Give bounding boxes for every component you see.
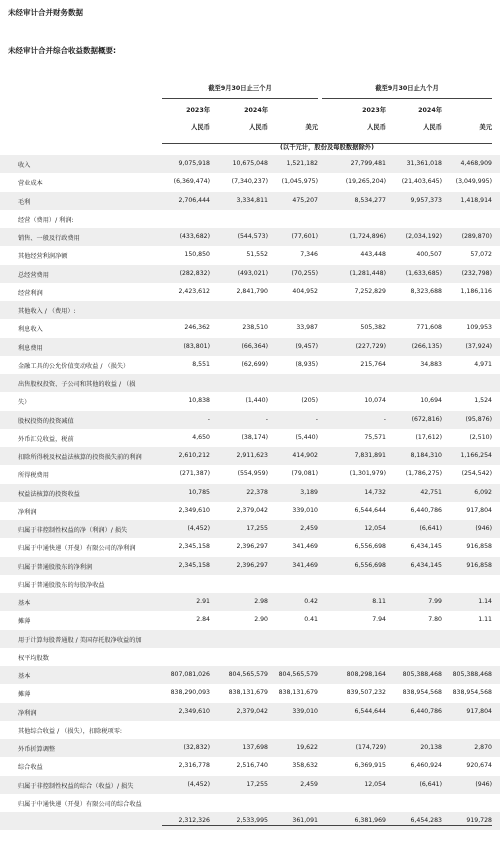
row-label: 经营（费用）/ 利润: [18, 216, 74, 224]
cell-value: 20,138 [420, 744, 442, 751]
cell-value: 246,362 [184, 324, 210, 332]
cell-value: 2,379,042 [236, 707, 268, 715]
row-label: 归属于非控制性权益的净（利润）/ 损失 [18, 527, 128, 534]
row-label: 其他经营利润净额 [18, 253, 68, 261]
cell-value: 808,298,164 [346, 671, 386, 678]
cell-value: 2,423,612 [178, 287, 210, 295]
cell-value: (38,174) [241, 433, 268, 441]
cell-value: (493,021) [237, 269, 268, 277]
cell-value: (4,452) [187, 525, 210, 532]
cell-value: 6,440,786 [410, 707, 442, 715]
row-label: 净利润 [18, 508, 37, 516]
row-label: 权益法核算的投资收益 [18, 490, 80, 498]
table-row [0, 319, 500, 337]
cell-value: 19,622 [296, 744, 318, 751]
table-row [0, 794, 500, 812]
table-row [0, 611, 500, 629]
cell-value: 0.42 [304, 598, 318, 605]
cell-value: 8,551 [192, 360, 210, 368]
cell-value: 109,953 [466, 324, 492, 332]
cell-value: (2,510) [469, 433, 492, 441]
table-row [0, 210, 500, 228]
cell-value: 6,544,644 [354, 506, 386, 514]
table-row [0, 246, 500, 264]
cell-value: 2,516,740 [236, 762, 268, 770]
table-row [0, 630, 500, 648]
table-row [0, 155, 500, 173]
table-row [0, 411, 500, 429]
cell-value: 804,565,579 [228, 671, 268, 678]
cell-value: 6,440,786 [410, 506, 442, 514]
cell-value: (4,452) [187, 780, 210, 788]
row-label: 其他综合收益 / （损失），扣除税项零: [18, 727, 123, 735]
page-title: 未经审计合并财务数据 [8, 8, 83, 17]
cell-value: 10,675,048 [232, 160, 268, 167]
row-label: 摊薄 [18, 691, 31, 699]
cell-value: 7.80 [428, 616, 442, 624]
table-row [0, 283, 500, 301]
table-row [0, 173, 500, 191]
cell-value: 2,610,212 [178, 452, 210, 459]
section-subtitle: 未经审计合并综合收益数据概要: [8, 46, 116, 55]
table-row [0, 812, 500, 830]
row-label: 其他收入 / （费用）: [18, 308, 76, 315]
cell-value: 2,345,158 [178, 543, 210, 551]
cell-value: (83,801) [183, 342, 210, 350]
row-label: 净利润 [18, 709, 37, 717]
row-label: 归属于中通快递（开曼）有限公司的净利润 [18, 545, 136, 553]
cell-value: (1,301,979) [349, 470, 386, 478]
cell-value: (946) [475, 525, 492, 532]
cell-value: 1,521,182 [286, 160, 318, 167]
cell-value: (32,832) [183, 744, 210, 751]
row-label: 外币折算调整 [18, 746, 56, 753]
cell-value: 51,552 [246, 251, 268, 259]
cell-value: 839,507,232 [346, 689, 386, 697]
cell-value: - [207, 415, 210, 423]
cell-value: 1,186,116 [460, 287, 492, 295]
row-label: 收入 [18, 162, 31, 169]
cell-value: 27,799,481 [350, 160, 386, 167]
header-group-nine-months: 截至9月30日止九个月 [375, 85, 439, 92]
cell-value: (77,601) [291, 233, 318, 240]
row-label: 所得税费用 [18, 472, 49, 480]
table-row [0, 265, 500, 283]
cell-value: 2,312,326 [178, 817, 210, 824]
cell-value: 4,468,909 [460, 160, 492, 167]
cell-value: 7,831,891 [354, 452, 386, 459]
cell-value: 358,632 [292, 762, 318, 770]
cell-value: (232,798) [461, 269, 492, 277]
cell-value: 57,072 [470, 251, 492, 259]
cell-value: (1,633,685) [405, 269, 442, 277]
cell-value: 3,334,811 [236, 196, 268, 204]
table-row [0, 520, 500, 538]
row-label: 营业成本 [18, 180, 43, 188]
cell-value: 341,469 [292, 561, 318, 569]
cell-value: 150,850 [184, 251, 210, 259]
header-currency-2: 美元 [305, 124, 318, 131]
header-group-three-months: 截至9月30日止三个月 [208, 85, 272, 92]
cell-value: 8,184,310 [410, 452, 442, 459]
cell-value: (1,440) [245, 397, 268, 405]
cell-value: 475,207 [292, 196, 318, 204]
cell-value: (9,457) [295, 342, 318, 350]
cell-value: 2,870 [474, 744, 492, 751]
cell-value: 6,092 [474, 488, 492, 496]
table-row [0, 721, 500, 739]
cell-value: 916,858 [466, 561, 492, 569]
cell-value: 12,054 [364, 525, 386, 532]
row-label: 金融工具的公允价值变动收益 / （损失） [18, 362, 130, 370]
header-year-1: 2024年 [244, 107, 268, 114]
cell-value: 9,075,918 [178, 160, 210, 167]
cell-value: - [265, 415, 268, 423]
cell-value: (672,816) [411, 415, 442, 423]
table-row [0, 684, 500, 702]
cell-value: 6,556,698 [354, 543, 386, 551]
cell-value: 0.41 [304, 616, 318, 624]
row-label: 销售、一般及行政费用 [18, 235, 80, 242]
cell-value: 414,902 [292, 452, 318, 459]
cell-value: (174,729) [355, 744, 386, 751]
cell-value: (5,440) [295, 433, 318, 441]
cell-value: (17,612) [415, 433, 442, 441]
total-top-rule [162, 825, 492, 826]
cell-value: 215,764 [360, 360, 386, 368]
cell-value: (227,729) [355, 342, 386, 350]
row-label: 出售股权投资、子公司和其他的收益 / （损 [18, 381, 136, 388]
cell-value: 2,379,042 [236, 506, 268, 514]
cell-value: (95,876) [465, 415, 492, 423]
cell-value: 1,524 [474, 397, 492, 405]
cell-value: 6,434,145 [410, 543, 442, 551]
cell-value: 75,571 [364, 433, 386, 441]
table-row [0, 502, 500, 520]
table-row [0, 739, 500, 757]
cell-value: 6,544,644 [354, 707, 386, 715]
cell-value: 3,189 [300, 488, 318, 496]
cell-value: 8,323,688 [410, 287, 442, 295]
cell-value: (19,265,204) [345, 178, 386, 186]
cell-value: 838,290,093 [170, 689, 210, 697]
cell-value: 2,345,158 [178, 561, 210, 569]
row-label: 摊薄 [18, 618, 31, 626]
cell-value: 2,533,995 [236, 817, 268, 824]
table-row [0, 392, 500, 410]
table-row [0, 757, 500, 775]
table-row [0, 776, 500, 794]
table-row [0, 703, 500, 721]
cell-value: 339,010 [292, 707, 318, 715]
cell-value: 10,694 [420, 397, 442, 405]
row-label: 权平均股数 [18, 654, 49, 662]
table-row [0, 338, 500, 356]
cell-value: 2,396,297 [236, 543, 268, 551]
table-row [0, 557, 500, 575]
cell-value: (37,924) [465, 342, 492, 350]
table-row [0, 374, 500, 392]
cell-value: 917,804 [466, 506, 492, 514]
cell-value: 7.94 [372, 616, 386, 624]
cell-value: 916,858 [466, 543, 492, 551]
header-currency-1: 人民币 [249, 124, 268, 131]
table-row [0, 228, 500, 246]
row-label: 经营利润 [18, 289, 43, 297]
cell-value: 10,074 [364, 397, 386, 405]
table-row [0, 575, 500, 593]
cell-value: 6,460,924 [410, 762, 442, 770]
table-row [0, 593, 500, 611]
row-label: 失） [18, 399, 31, 407]
row-label: 用于计算每股普通股 / 美国存托股净收益的加 [18, 636, 142, 644]
cell-value: 7.99 [428, 598, 442, 605]
cell-value: 2,459 [300, 525, 318, 532]
cell-value: 838,954,568 [402, 689, 442, 697]
cell-value: (266,135) [411, 342, 442, 350]
cell-value: 4,971 [474, 360, 492, 368]
table-row [0, 648, 500, 666]
cell-value: 17,255 [246, 525, 268, 532]
table-row [0, 301, 500, 319]
cell-value: 14,732 [364, 488, 386, 496]
cell-value: 31,361,018 [406, 160, 442, 167]
cell-value: 6,454,283 [410, 817, 442, 824]
units-note: (以千元计，股份及每股数据除外) [280, 144, 374, 151]
cell-value: 2.90 [254, 616, 268, 624]
cell-value: 443,448 [360, 251, 386, 259]
cell-value: (66,364) [241, 342, 268, 350]
cell-value: (544,573) [237, 233, 268, 240]
cell-value: 2,459 [300, 780, 318, 788]
cell-value: 838,131,679 [228, 689, 268, 697]
cell-value: (70,255) [291, 269, 318, 277]
row-label: 综合收益 [18, 764, 43, 772]
header-year-3: 2023年 [362, 107, 386, 114]
cell-value: 361,091 [292, 817, 318, 824]
cell-value: 22,378 [246, 488, 268, 496]
cell-value: 920,674 [466, 762, 492, 770]
cell-value: 400,507 [416, 251, 442, 259]
cell-value: 2.84 [196, 616, 210, 624]
cell-value: 2.91 [196, 598, 210, 605]
table-row [0, 192, 500, 210]
cell-value: (1,045,975) [281, 178, 318, 186]
header-currency-4: 人民币 [423, 124, 442, 131]
cell-value: - [383, 415, 386, 423]
row-label: 扣除所得税及权益法核算的投资损失前的利润 [18, 454, 142, 461]
row-label: 利息费用 [18, 344, 43, 352]
cell-value: (254,542) [461, 470, 492, 478]
cell-value: 33,987 [296, 324, 318, 332]
cell-value: 341,469 [292, 543, 318, 551]
cell-value: 1,418,914 [460, 196, 492, 204]
cell-value: (1,724,896) [349, 233, 386, 240]
cell-value: 4,650 [192, 433, 210, 441]
cell-value: (79,081) [291, 470, 318, 478]
table-row [0, 447, 500, 465]
row-label: 外币汇兑收益，税前 [18, 435, 74, 443]
row-label: 毛利 [18, 198, 31, 206]
cell-value: 919,728 [466, 817, 492, 824]
cell-value: 9,957,373 [410, 196, 442, 204]
cell-value: (62,699) [241, 360, 268, 368]
cell-value: (554,959) [237, 470, 268, 478]
header-year-4: 2024年 [418, 107, 442, 114]
cell-value: (6,641) [419, 780, 442, 788]
cell-value: 6,556,698 [354, 561, 386, 569]
cell-value: 8.11 [372, 598, 386, 605]
cell-value: 807,081,026 [170, 671, 210, 678]
cell-value: 2,396,297 [236, 561, 268, 569]
cell-value: 2,349,610 [178, 707, 210, 715]
cell-value: 505,382 [360, 324, 386, 332]
cell-value: 771,608 [416, 324, 442, 332]
header-currency-3: 人民币 [367, 124, 386, 131]
cell-value: 1.11 [478, 616, 492, 624]
cell-value: - [315, 415, 318, 423]
table-row [0, 429, 500, 447]
cell-value: (7,340,237) [231, 178, 268, 186]
table-row [0, 465, 500, 483]
cell-value: 804,565,579 [278, 671, 318, 678]
cell-value: 6,381,969 [354, 817, 386, 824]
cell-value: 8,534,277 [354, 196, 386, 204]
cell-value: 2,706,444 [178, 196, 210, 204]
cell-value: 7,346 [300, 251, 318, 259]
cell-value: 2,316,778 [178, 762, 210, 770]
cell-value: 1.14 [478, 598, 492, 605]
cell-value: 2.98 [254, 598, 268, 605]
cell-value: 805,388,468 [402, 671, 442, 678]
cell-value: (3,049,995) [455, 178, 492, 186]
cell-value: (289,870) [461, 233, 492, 240]
cell-value: 2,841,790 [236, 287, 268, 295]
row-label: 归属于非控制性权益的综合（收益）/ 损失 [18, 782, 134, 790]
cell-value: (205) [301, 397, 318, 405]
cell-value: 2,349,610 [178, 506, 210, 514]
cell-value: (271,387) [179, 470, 210, 478]
cell-value: 838,954,568 [452, 689, 492, 697]
cell-value: (6,369,474) [173, 178, 210, 186]
cell-value: 17,255 [246, 780, 268, 788]
row-label: 总经营费用 [18, 271, 49, 279]
cell-value: 917,804 [466, 707, 492, 715]
cell-value: 339,010 [292, 506, 318, 514]
row-label: 基本 [18, 600, 31, 607]
cell-value: 34,883 [420, 360, 442, 368]
cell-value: 1,166,254 [460, 452, 492, 459]
cell-value: 838,131,679 [278, 689, 318, 697]
cell-value: (946) [475, 780, 492, 788]
table-row [0, 538, 500, 556]
cell-value: 10,785 [188, 488, 210, 496]
cell-value: 2,911,623 [236, 452, 268, 459]
table-row [0, 356, 500, 374]
row-label: 归属于普通股股东的净利润 [18, 563, 93, 571]
cell-value: (282,832) [179, 269, 210, 277]
cell-value: 404,952 [292, 287, 318, 295]
header-year-0: 2023年 [186, 107, 210, 114]
header-group-underline [322, 98, 492, 99]
cell-value: 10,838 [188, 397, 210, 405]
cell-value: (1,281,448) [349, 269, 386, 277]
cell-value: (2,034,192) [405, 233, 442, 240]
table-row [0, 484, 500, 502]
header-currency-0: 人民币 [191, 124, 210, 131]
cell-value: (8,935) [295, 360, 318, 368]
row-label: 基本 [18, 673, 31, 680]
cell-value: 805,388,468 [452, 671, 492, 678]
cell-value: 6,434,145 [410, 561, 442, 569]
header-group-underline [162, 98, 318, 99]
row-label: 利息收入 [18, 326, 43, 334]
cell-value: 238,510 [242, 324, 268, 332]
cell-value: 12,054 [364, 780, 386, 788]
header-currency-5: 美元 [479, 124, 492, 131]
row-label: 股权投资的投资减值 [18, 417, 74, 425]
table-row [0, 666, 500, 684]
row-label: 归属于普通股股东的每股净收益 [18, 581, 105, 589]
cell-value: 42,751 [420, 488, 442, 496]
row-label: 归属于中通快递（开曼）有限公司的综合收益 [18, 800, 142, 808]
cell-value: (433,682) [179, 233, 210, 240]
cell-value: (6,641) [419, 525, 442, 532]
cell-value: (1,786,275) [405, 470, 442, 478]
cell-value: 6,369,915 [354, 762, 386, 770]
cell-value: 7,252,829 [354, 287, 386, 295]
cell-value: (21,403,645) [401, 178, 442, 186]
cell-value: 137,698 [242, 744, 268, 751]
